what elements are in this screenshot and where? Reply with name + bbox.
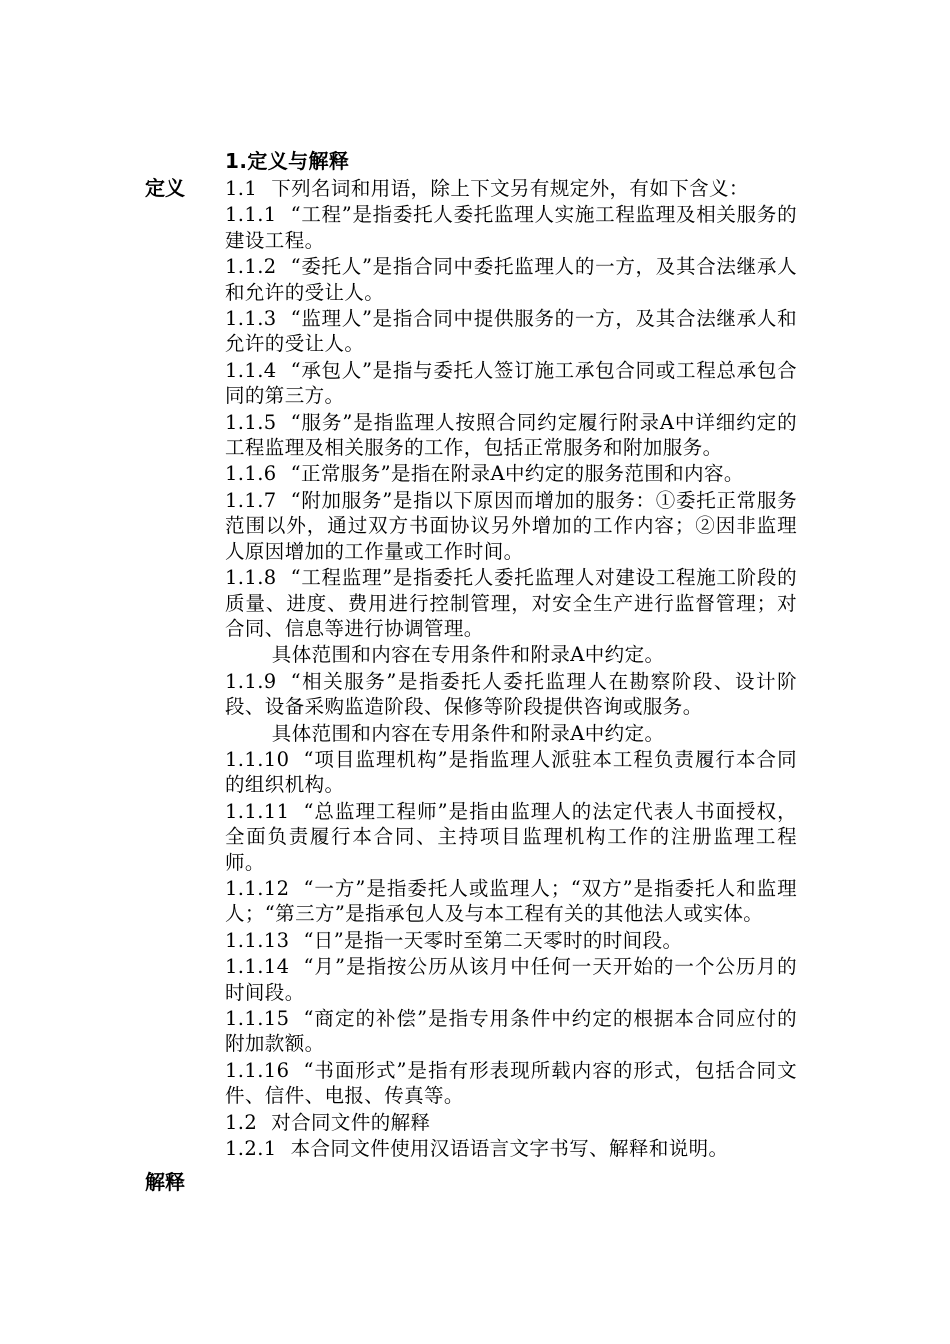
clause-1-1-14 (225, 954, 797, 1005)
clause-text: “附加服务”是指以下原因而增加的服务：①委托正常服务范围以外，通过双方书面协议另外增加的工作内容；②因非监理人原因增加的工作量或工作时间。 (225, 488, 797, 563)
clause-text: “总监理工程师”是指由监理人的法定代表人书面授权，全面负责履行本合同、主持项目监理机构工作的注册监理工程师。 (225, 799, 797, 874)
clause-number: 1.2.1 (225, 1137, 277, 1161)
clause-1-1-8 (225, 565, 797, 641)
clause-1-1-1 (225, 202, 797, 253)
clause-number: 1.1.14 (225, 955, 290, 979)
clause-number: 1.1.1 (225, 203, 277, 227)
clause-number: 1.1.2 (225, 255, 277, 279)
clause-1-1-9 (225, 669, 797, 720)
clause-number: 1.2 (225, 1110, 258, 1134)
clause-note (225, 721, 797, 746)
clause-number: 1.1.4 (225, 358, 277, 382)
document-body (225, 148, 797, 1162)
clause-text: 具体范围和内容在专用条件和附录A中约定。 (271, 643, 665, 667)
clause-number: 1.1.7 (225, 488, 277, 512)
clause-number: 1.1.8 (225, 566, 277, 590)
clause-number: 1.1.10 (225, 747, 290, 771)
clause-1-1-4 (225, 358, 797, 409)
clause-1-1-13 (225, 928, 797, 953)
clause-text: “工程监理”是指委托人委托监理人对建设工程施工阶段的质量、进度、费用进行控制管理，对安全生产进行监督管理；对合同、信息等进行协调管理。 (225, 566, 797, 640)
side-label-definition: 定义 (145, 176, 185, 200)
clause-text: “项目监理机构”是指监理人派驻本工程负责履行本合同的组织机构。 (225, 747, 797, 797)
clause-1-1-12 (225, 876, 797, 927)
clause-1-1-6 (225, 461, 797, 486)
clause-number: 1.1.12 (225, 876, 290, 900)
clause-1-1-11 (225, 799, 797, 875)
clause-text: 本合同文件使用汉语语言文字书写、解释和说明。 (290, 1137, 729, 1161)
clause-number: 1.1.3 (225, 307, 277, 331)
section-heading: 1.定义与解释 (225, 149, 350, 173)
clause-1-1-2 (225, 254, 797, 305)
clause-text: “月”是指按公历从该月中任何一天开始的一个公历月的时间段。 (225, 955, 797, 1004)
clause-text: “一方”是指委托人或监理人；“双方”是指委托人和监理人；“第三方”是指承包人及与本工程有关的其他法人或实体。 (225, 876, 797, 926)
clause-1-1-3 (225, 306, 797, 357)
clause-1-1-5 (225, 410, 797, 461)
clause-number: 1.1.5 (225, 410, 277, 434)
clause-text: “委托人”是指合同中委托监理人的一方，及其合法继承人和允许的受让人。 (225, 255, 797, 304)
clause-text: “书面形式”是指有形表现所载内容的形式，包括合同文件、信件、电报、传真等。 (225, 1058, 797, 1108)
clause-text: “商定的补偿”是指专用条件中约定的根据本合同应付的附加款额。 (225, 1007, 797, 1056)
clause-text: “日”是指一天零时至第二天零时的时间段。 (303, 928, 683, 952)
clause-text: 下列名词和用语，除上下文另有规定外，有如下含义： (271, 177, 749, 200)
clause-text: 具体范围和内容在专用条件和附录A中约定。 (271, 721, 665, 745)
clause-1-1-15 (225, 1006, 797, 1057)
clause-text: 对合同文件的解释 (271, 1110, 431, 1134)
clause-1-2-1 (225, 1136, 797, 1161)
clause-1-1-16 (225, 1058, 797, 1109)
clause-text: “相关服务”是指委托人委托监理人在勘察阶段、设计阶段、设备采购监造阶段、保修等阶段提供咨询或服务。 (225, 669, 797, 719)
clause-number: 1.1.11 (225, 799, 290, 823)
clause-number: 1.1.9 (225, 669, 277, 693)
clause-text: “正常服务”是指在附录A中约定的服务范围和内容。 (290, 462, 744, 486)
clause-text: “工程”是指委托人委托监理人实施工程监理及相关服务的建设工程。 (225, 203, 797, 252)
clause-1-1 (225, 176, 797, 201)
side-label-interpretation: 解释 (145, 1170, 185, 1194)
clause-1-1-10 (225, 747, 797, 798)
clause-1-2 (225, 1110, 797, 1135)
clause-text: “服务”是指监理人按照合同约定履行附录A中详细约定的工程监理及相关服务的工作，包括正常服务和附加服务。 (225, 410, 797, 460)
clause-note (225, 642, 797, 667)
clause-1-1-7 (225, 488, 797, 564)
clause-number: 1.1.15 (225, 1007, 290, 1030)
clause-number: 1.1.13 (225, 928, 290, 952)
clause-number: 1.1 (225, 177, 258, 200)
clause-text: “承包人”是指与委托人签订施工承包合同或工程总承包合同的第三方。 (225, 358, 797, 408)
clause-text: “监理人”是指合同中提供服务的一方，及其合法继承人和允许的受让人。 (225, 307, 797, 356)
clause-number: 1.1.6 (225, 462, 277, 486)
clause-number: 1.1.16 (225, 1058, 290, 1082)
